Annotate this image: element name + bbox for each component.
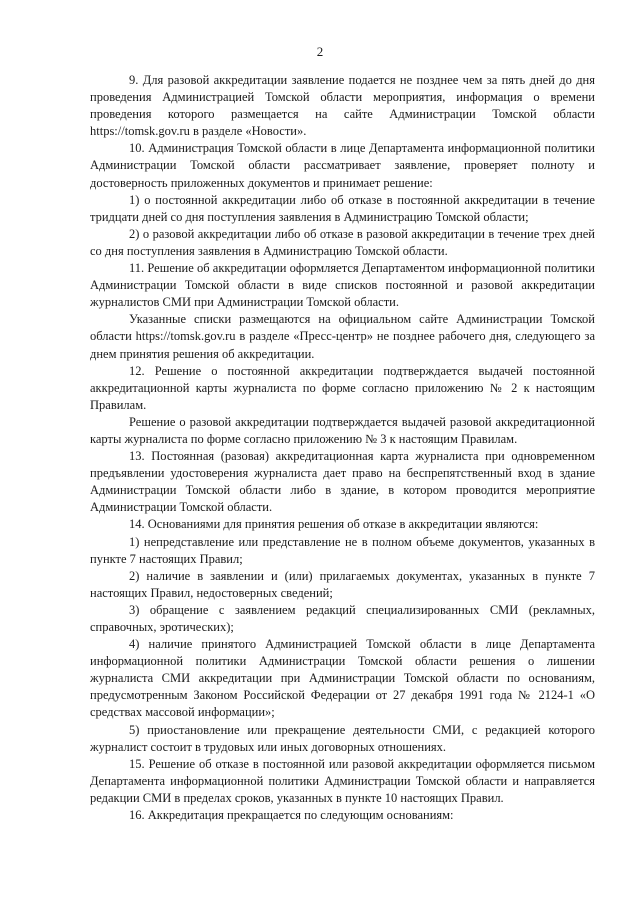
paragraph-14-item-1: 1) непредставление или представление не в полном объеме документов, указанных в пункте 7 настоящих Правил; <box>90 534 595 566</box>
paragraph-15-refusal-letter: 15. Решение об отказе в постоянной или разовой аккредитации оформляется письмом Департамента информационной политики Администрации Томской области и направляется редакции СМИ в пределах сроков, указанных в пункте 10 настоящих Правил. <box>90 756 595 805</box>
paragraph-14-refusal-grounds: 14. Основаниями для принятия решения об отказе в аккредитации являются: <box>129 517 539 532</box>
paragraph-13-card-access-right: 13. Постоянная (разовая) аккредитационная карта журналиста при одновременном предъявлении удостоверения журналиста дает право на беспрепятственный вход в здание Администрации Томской области либо в здание, в котором проводится мероприятие Администрации Томской области. <box>90 449 595 515</box>
paragraph-12-permanent-card: 12. Решение о постоянной аккредитации подтверждается выдачей постоянной аккредитационной карты журналиста по форме согласно приложению № 2 к настоящим Правилам. <box>90 363 595 412</box>
paragraph-10-item-1-permanent: 1) о постоянной аккредитации либо об отказе в постоянной аккредитации в течение тридцати дней со дня поступления заявления в Администрацию Томской области; <box>90 192 595 224</box>
paragraph-14-item-5: 5) приостановление или прекращение деятельности СМИ, с редакцией которого журналист состоит в трудовых или иных договорных отношениях. <box>90 722 595 754</box>
paragraph-11-lists-publication: Указанные списки размещаются на официальном сайте Администрации Томской области https://tomsk.gov.ru в разделе «Пресс-центр» не позднее рабочего дня, следующего за днем принятия решения об аккредитации. <box>90 312 595 361</box>
paragraph-9-one-time-accreditation-deadline: 9. Для разовой аккредитации заявление подается не позднее чем за пять дней до дня проведения Администрацией Томской области мероприятия, информация о времени проведения которого размещается на сайте Администрации Томской области https://tomsk.gov.ru в разделе «Новости». <box>90 73 595 139</box>
page-number: 2 <box>316 44 324 59</box>
paragraph-14-item-3: 3) обращение с заявлением редакций специализированных СМИ (рекламных, справочных, эротических); <box>90 602 595 634</box>
paragraph-10-item-2-one-time: 2) о разовой аккредитации либо об отказе в разовой аккредитации в течение трех дней со дня поступления заявления в Администрацию Томской области. <box>90 226 595 258</box>
paragraph-14-item-2: 2) наличие в заявлении и (или) прилагаемых документах, указанных в пункте 7 настоящих Правил, недостоверных сведений; <box>90 568 595 600</box>
document-body <box>90 72 595 824</box>
paragraph-12-one-time-card: Решение о разовой аккредитации подтверждается выдачей разовой аккредитационной карты журналиста по форме согласно приложению № 3 к настоящим Правилам. <box>90 414 595 446</box>
paragraph-10-review-of-application: 10. Администрация Томской области в лице Департамента информационной политики Администрации Томской области рассматривает заявление, проверяет полноту и достоверность приложенных документов и принимает решение: <box>90 141 595 190</box>
paragraph-14-item-4: 4) наличие принятого Администрацией Томской области в лице Департамента информационной политики Администрации Томской области решения о лишении журналиста СМИ аккредитации при Администрации Томской области по основаниям, предусмотренным Законом Российской Федерации от 27 декабря 1991 года № 2124-1 «О средствах массовой информации»; <box>90 637 595 720</box>
paragraph-16-termination-grounds: 16. Аккредитация прекращается по следующим основаниям: <box>129 808 454 823</box>
paragraph-11-accreditation-lists: 11. Решение об аккредитации оформляется Департаментом информационной политики Администрации Томской области в виде списков постоянной и разовой аккредитации журналистов СМИ при Администрации Томской области. <box>90 261 595 310</box>
